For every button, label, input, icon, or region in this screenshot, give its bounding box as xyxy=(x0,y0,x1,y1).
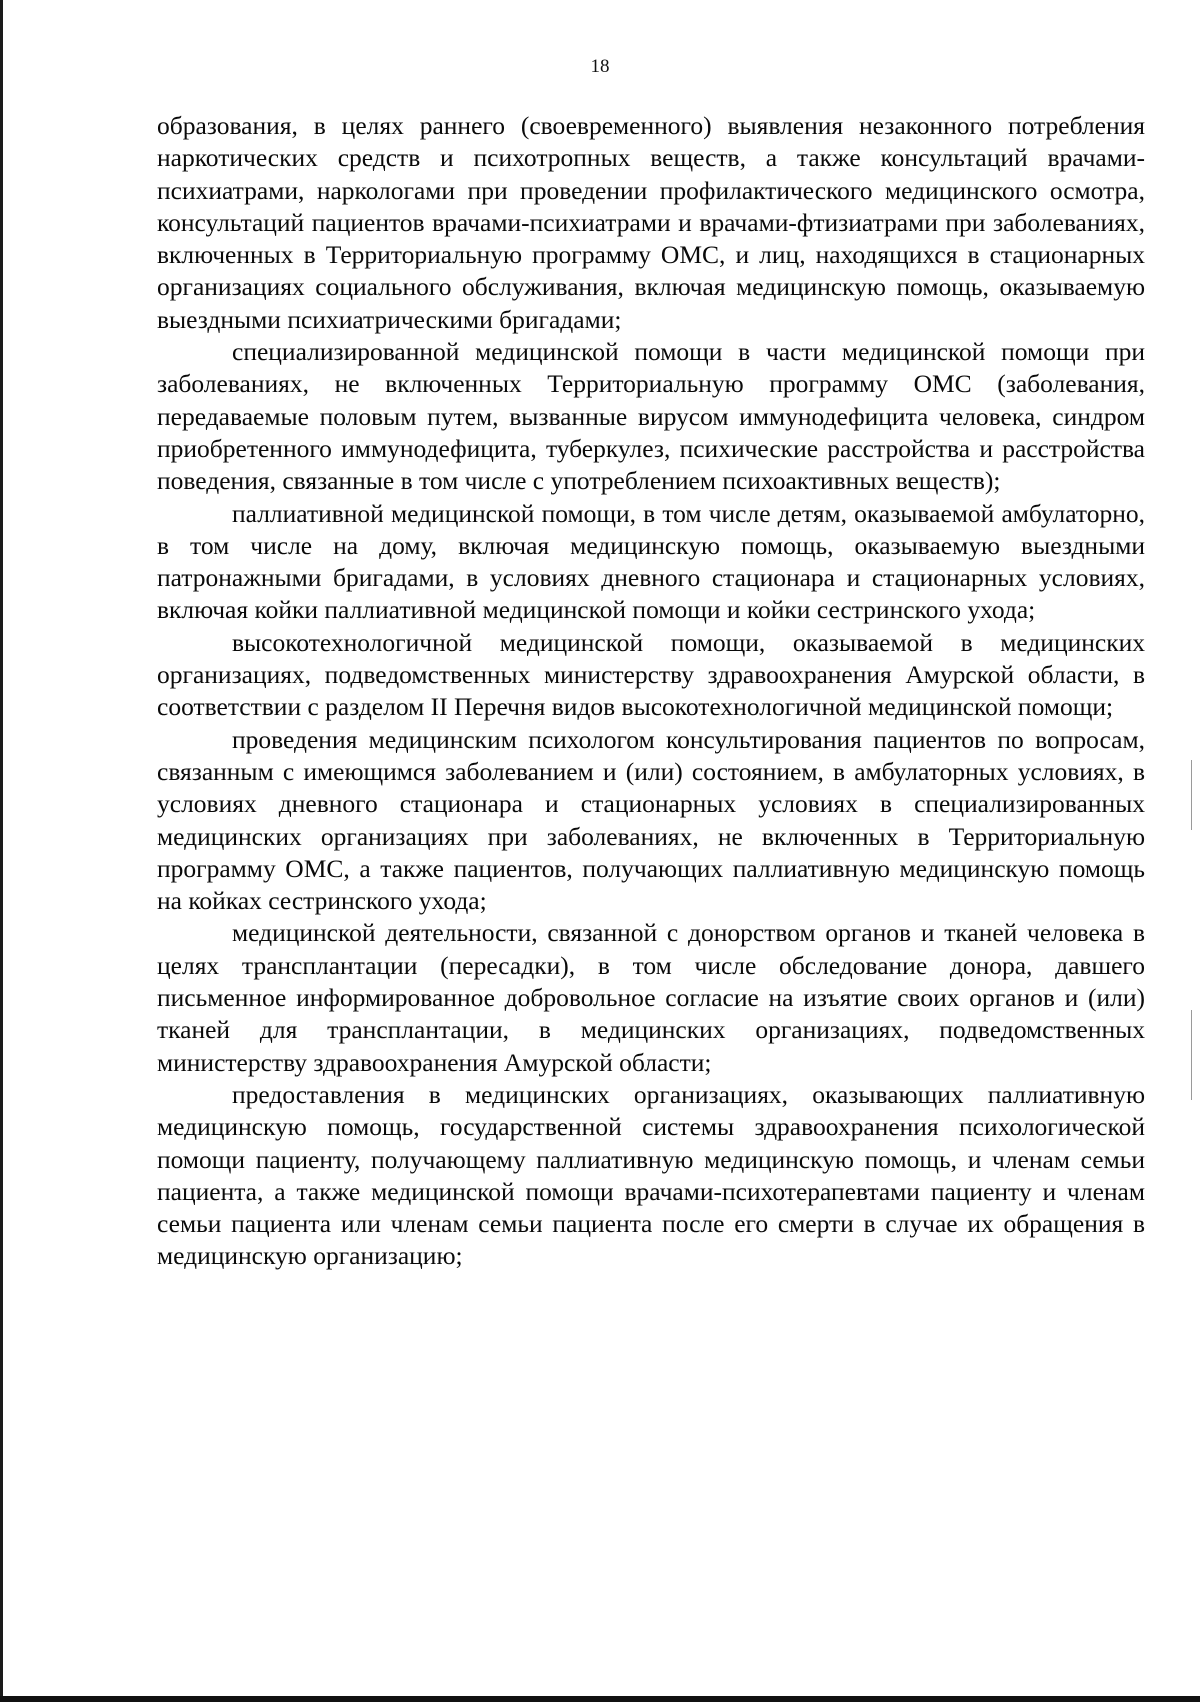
paragraph: проведения медицинским психологом консультирования пациентов по вопросам, связанным с имеющимся заболеванием и (или) состоянием, в амбулаторных условиях, в условиях дневного стационара и стационарных условиях в специализированных медицинских организациях при заболеваниях, не включенных в Территориальную программу ОМС, а также пациентов, получающих паллиативную медицинскую помощь на койках сестринского ухода; xyxy=(157,724,1145,916)
paragraph: предоставления в медицинских организациях, оказывающих паллиативную медицинскую помощь, государственной системы здравоохранения психологической помощи пациенту, получающему паллиативную медицинскую помощь, и членам семьи пациента, а также медицинской помощи врачами-психотерапевтами пациенту и членам семьи пациента или членам семьи пациента после его смерти в случае их обращения в медицинскую организацию; xyxy=(157,1079,1145,1271)
scan-right-edge-mark xyxy=(1191,760,1192,830)
paragraph: специализированной медицинской помощи в части медицинской помощи при заболеваниях, не включенных Территориальную программу ОМС (заболевания, передаваемые половым путем, вызванные вирусом иммунодефицита человека, синдром приобретенного иммунодефицита, туберкулез, психические расстройства и расстройства поведения, связанные в том числе с употреблением психоактивных веществ); xyxy=(157,337,1145,496)
paragraph: высокотехнологичной медицинской помощи, оказываемой в медицинских организациях, подведомственных министерству здравоохранения Амурской области, в соответствии с разделом II Перечня видов высокотехнологичной медицинской помощи; xyxy=(157,627,1145,722)
paragraph: паллиативной медицинской помощи, в том числе детям, оказываемой амбулаторно, в том числе на дому, включая медицинскую помощь, оказываемую выездными патронажными бригадами, в условиях дневного стационара и стационарных условиях, включая койки паллиативной медицинской помощи и койки сестринского ухода; xyxy=(157,498,1145,625)
scan-right-edge-mark xyxy=(1191,1010,1192,1100)
document-body xyxy=(157,110,1145,1273)
paragraph: медицинской деятельности, связанной с донорством органов и тканей человека в целях трансплантации (пересадки), в том числе обследование донора, давшего письменное информированное добровольное согласие на изъятие своих органов и (или) тканей для трансплантации, в медицинских организациях, подведомственных министерству здравоохранения Амурской области; xyxy=(157,918,1145,1077)
paragraph-continuation: образования, в целях раннего (своевременного) выявления незаконного потребления наркотических средств и психотропных веществ, а также консультаций врачами-психиатрами, наркологами при проведении профилактического медицинского осмотра, консультаций пациентов врачами-психиатрами и врачами-фтизиатрами при заболеваниях, включенных в Территориальную программу ОМС, и лиц, находящихся в стационарных организациях социального обслуживания, включая медицинскую помощь, оказываемую выездными психиатрическими бригадами; xyxy=(157,111,1145,334)
scan-left-edge xyxy=(0,0,3,1702)
scan-bottom-edge xyxy=(0,1696,1200,1702)
page-number: 18 xyxy=(590,56,610,77)
